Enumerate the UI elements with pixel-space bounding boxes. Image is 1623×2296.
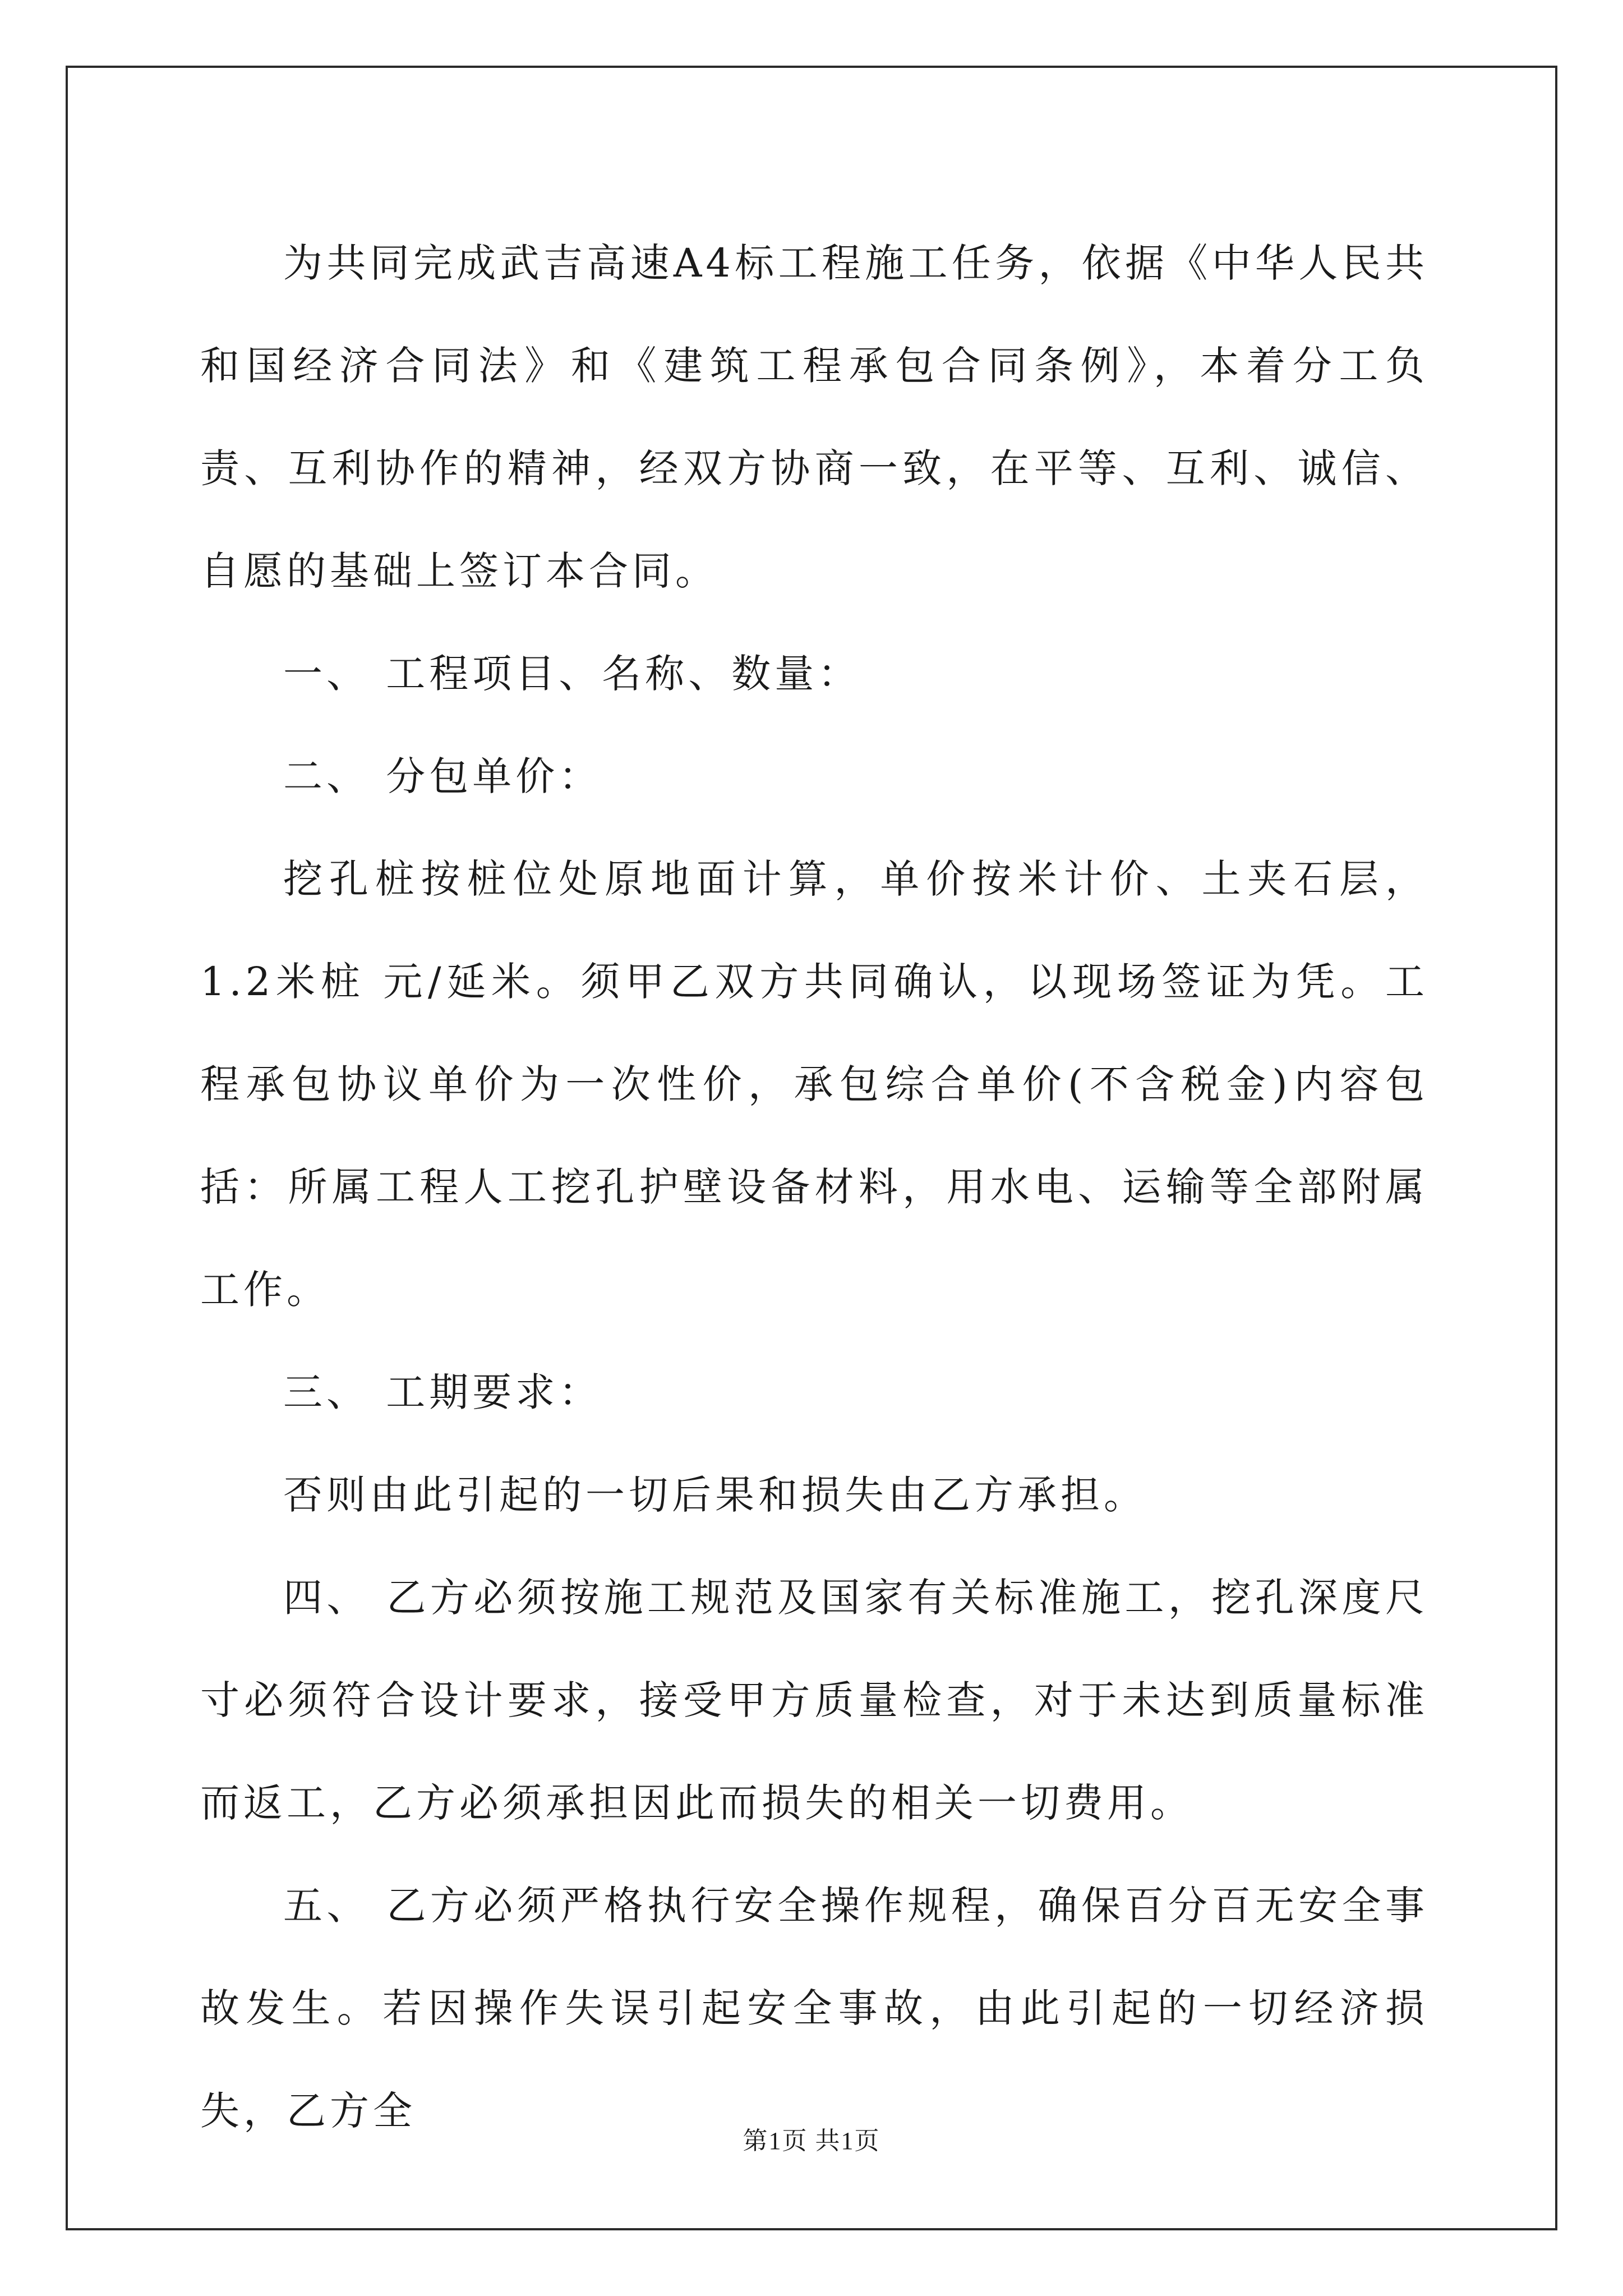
section-2-heading: 二、 分包单价：: [283, 753, 602, 799]
document-body: [200, 212, 1428, 2162]
section-1-heading: 一、 工程项目、名称、数量：: [283, 651, 861, 697]
paragraph-consequence: 否则由此引起的一切后果和损失由乙方承担。: [283, 1472, 1147, 1518]
page-number-footer: 第1页 共1页: [743, 2127, 880, 2155]
paragraph-unit-price: 挖孔桩按桩位处原地面计算，单价按米计价、土夹石层，1.2米桩 元/延米。须甲乙双方共同确认，以现场签证为凭。工程承包协议单价为一次性价，承包综合单价(不含税金)内容包括：所属工程人工挖孔护壁设备材料，用水电、运输等全部附属工作。: [200, 856, 1428, 1313]
section-3-heading: 三、 工期要求：: [283, 1369, 602, 1415]
paragraph-intro: 为共同完成武吉高速A4标工程施工任务，依据《中华人民共和国经济合同法》和《建筑工程承包合同条例》，本着分工负责、互利协作的精神，经双方协商一致，在平等、互利、诚信、自愿的基础上签订本合同。: [200, 240, 1428, 594]
section-5-paragraph: 五、 乙方必须严格执行安全操作规程，确保百分百无安全事故发生。若因操作失误引起安全事故，由此引起的一切经济损失，乙方全: [200, 1883, 1428, 2134]
section-4-paragraph: 四、 乙方必须按施工规范及国家有关标准施工，挖孔深度尺寸必须符合设计要求，接受甲方质量检查，对于未达到质量标准而返工，乙方必须承担因此而损失的相关一切费用。: [200, 1575, 1428, 1826]
